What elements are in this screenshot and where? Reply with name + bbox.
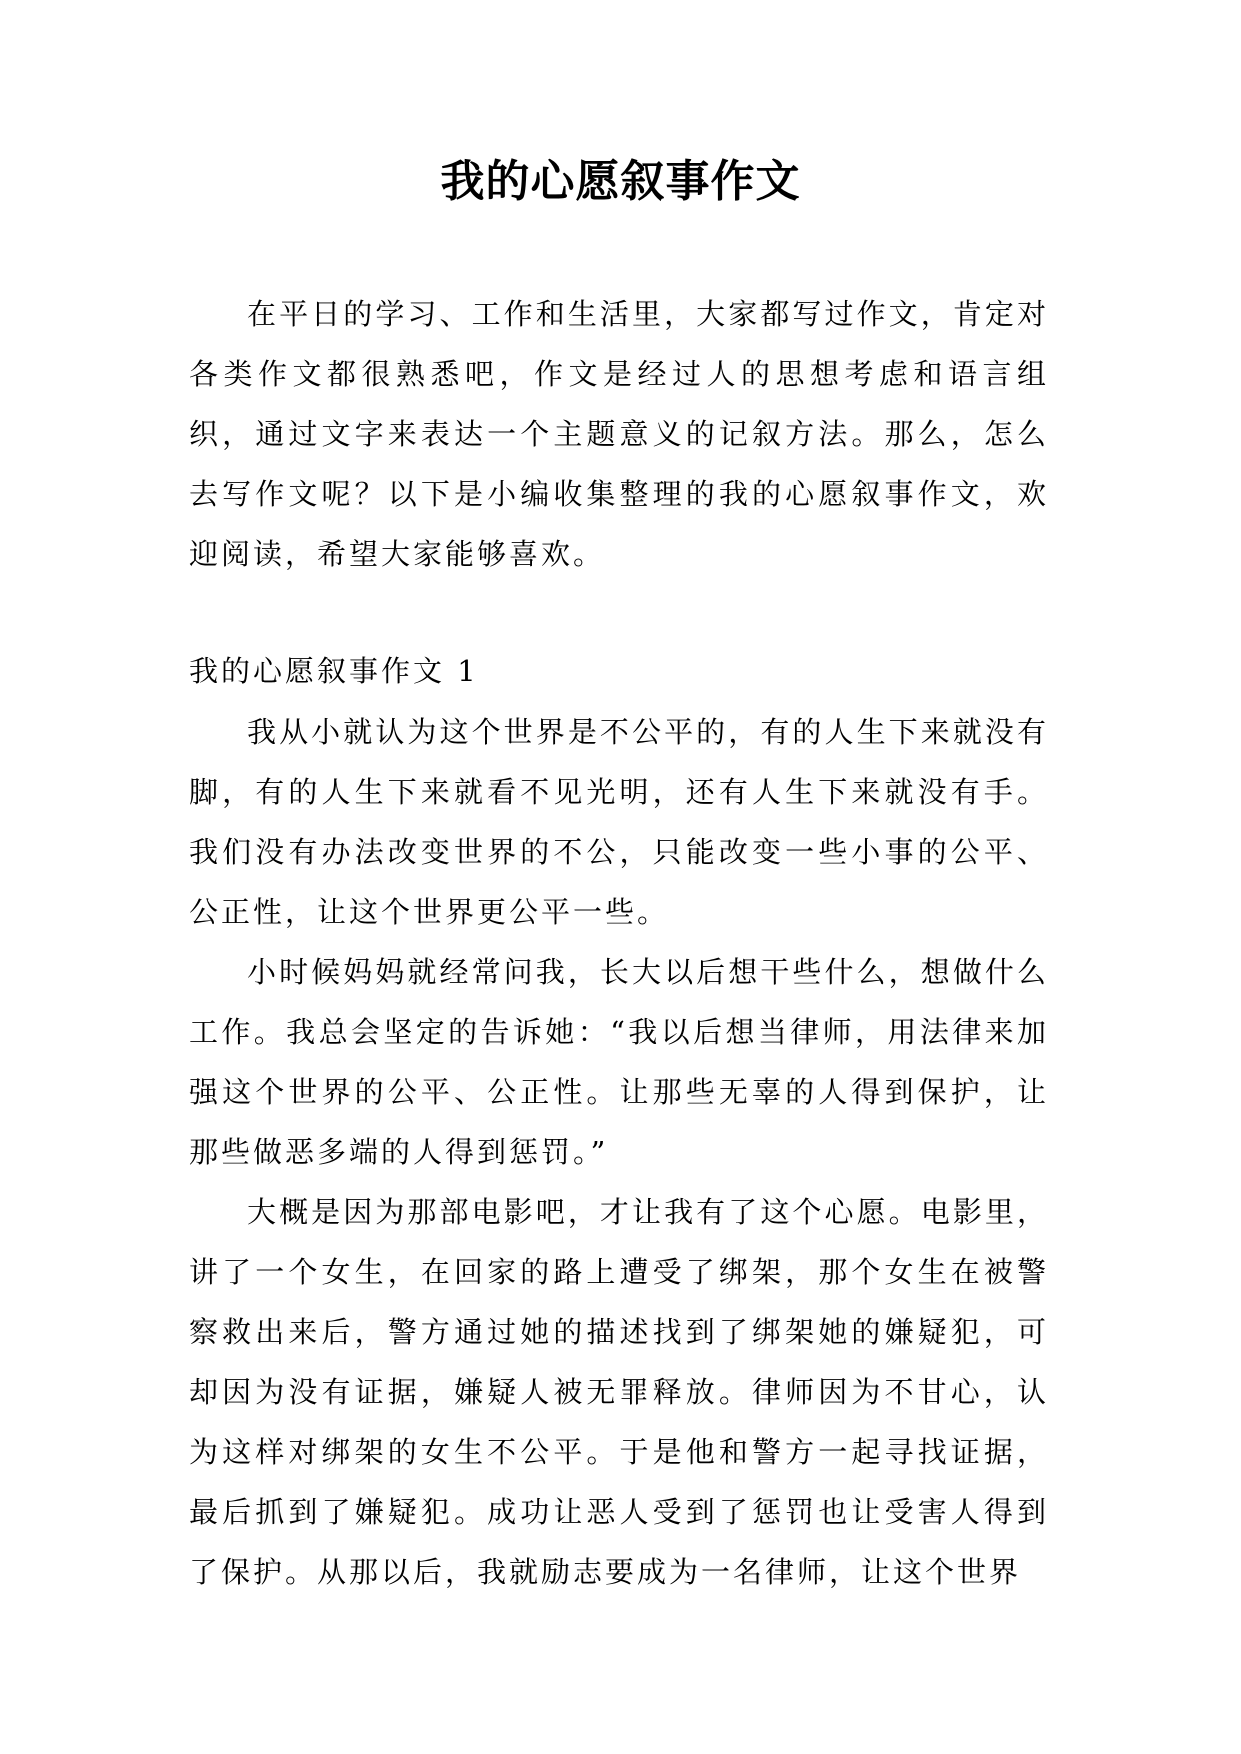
intro-paragraph: 在平日的学习、工作和生活里，大家都写过作文，肯定对各类作文都很熟悉吧，作文是经过人的思想考虑和语言组织，通过文字来表达一个主题意义的记叙方法。那么，怎么去写作文呢？以下是小编收集整理的我的心愿叙事作文，欢迎阅读，希望大家能够喜欢。 xyxy=(189,297,1049,571)
document-body xyxy=(189,284,1049,1602)
body-paragraph-1: 我从小就认为这个世界是不公平的，有的人生下来就没有脚，有的人生下来就看不见光明，还有人生下来就没有手。我们没有办法改变世界的不公，只能改变一些小事的公平、公正性，让这个世界更公平一些。 xyxy=(189,715,1049,929)
body-paragraph-2: 小时候妈妈就经常问我，长大以后想干些什么，想做什么工作。我总会坚定的告诉她：“我以后想当律师，用法律来加强这个世界的公平、公正性。让那些无辜的人得到保护，让那些做恶多端的人得到惩罚。” xyxy=(189,955,1049,1169)
document-title: 我的心愿叙事作文 xyxy=(440,156,801,207)
body-paragraph-3: 大概是因为那部电影吧，才让我有了这个心愿。电影里，讲了一个女生，在回家的路上遭受了绑架，那个女生在被警察救出来后，警方通过她的描述找到了绑架她的嫌疑犯，可却因为没有证据，嫌疑人被无罪释放。律师因为不甘心，认为这样对绑架的女生不公平。于是他和警方一起寻找证据，最后抓到了嫌疑犯。成功让恶人受到了惩罚也让受害人得到了保护。从那以后，我就励志要成为一名律师，让这个世界 xyxy=(189,1195,1049,1589)
section-heading: 我的心愿叙事作文 1 xyxy=(189,654,479,688)
